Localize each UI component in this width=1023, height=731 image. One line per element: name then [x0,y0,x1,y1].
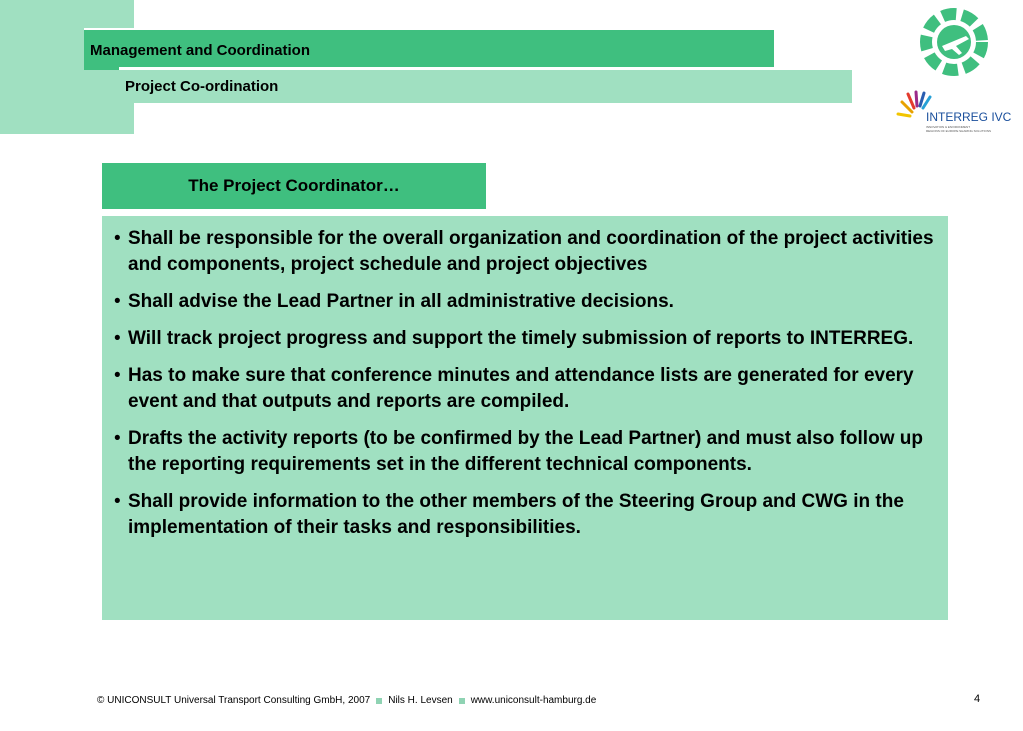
list-item [114,363,942,415]
section-title-box [102,163,486,209]
bullet-icon: • [114,428,121,449]
list-item-text: Will track project progress and support the timely submission of reports to INTERREG. [128,328,914,349]
logo-tagline-2: REGIONS OF EUROPE SHARING SOLUTIONS [926,129,992,133]
bullet-list [114,226,942,541]
logo-tagline-1: INNOVATION & ENVIRONMENT [926,125,971,129]
list-item [114,489,942,541]
footer-website-link[interactable]: www.uniconsult-hamburg.de [470,695,597,706]
separator-square-icon [459,698,465,704]
list-item [114,326,942,352]
bullet-icon: • [114,291,121,312]
list-item [114,226,942,278]
bullet-icon: • [114,491,121,512]
page-number: 4 [974,693,981,705]
header-subtitle-bar [119,67,852,103]
footer-author: Nils H. Levsen [388,695,453,706]
footer [97,695,596,706]
header-title-bar [84,28,774,70]
interreg-logo [892,6,1022,136]
content-box [102,216,948,620]
list-item-text: Shall advise the Lead Partner in all administrative decisions. [128,291,674,312]
list-item [114,426,942,478]
list-item-text: Shall be responsible for the overall organization and coordination of the project activities and components, project schedule and project objectives [128,228,934,275]
footer-copyright: © UNICONSULT Universal Transport Consulting GmbH, 2007 [97,695,371,706]
bullet-icon: • [114,228,121,249]
bullet-icon: • [114,365,121,386]
list-item [114,289,942,315]
list-item-text: Drafts the activity reports (to be confirmed by the Lead Partner) and must also follow up the reporting requirements set in the different technical components. [128,428,923,475]
logo-brand: INTERREG IVC [926,110,1012,124]
logo-tagline [926,125,991,133]
list-item-text: Has to make sure that conference minutes and attendance lists are generated for every event and that outputs and reports are compiled. [128,365,914,412]
header-subtitle: Project Co-ordination [125,78,279,95]
bullet-icon: • [114,328,121,349]
separator-square-icon [376,698,382,704]
list-item-text: Shall provide information to the other members of the Steering Group and CWG in the implementation of their tasks and responsibilities. [128,491,904,538]
header-title: Management and Coordination [90,41,311,59]
section-title: The Project Coordinator… [188,176,400,195]
